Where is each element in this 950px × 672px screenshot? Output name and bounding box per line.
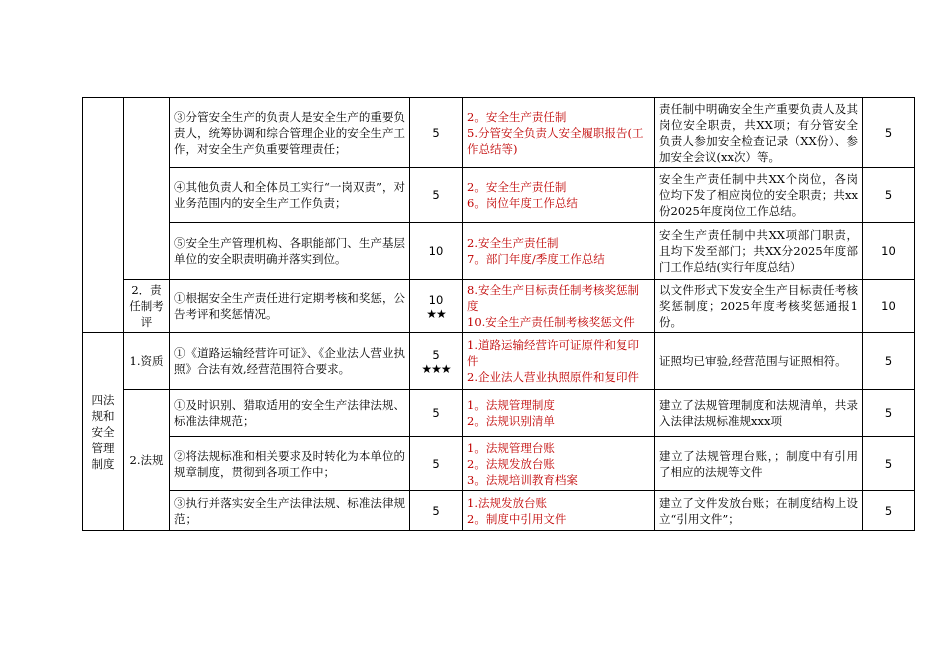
score-value: 5 — [863, 333, 915, 390]
points-cell — [410, 333, 463, 390]
table-row — [83, 437, 915, 491]
points-value: 5 — [432, 347, 440, 362]
table-row — [83, 491, 915, 531]
evidence-cell — [463, 333, 655, 390]
evidence-item: 2。法规发放台账 — [467, 456, 555, 471]
requirement-text: ①根据安全生产责任进行定期考核和奖惩，公告考评和奖惩情况。 — [170, 280, 410, 333]
result-text: 建立了法规管理台账，；制度中有引用了相应的法规等文件 — [655, 437, 863, 491]
subsection-label: 1.资质 — [124, 333, 170, 390]
subsection-cell-empty — [124, 98, 170, 280]
evidence-item: 1。法规管理台账 — [467, 440, 555, 455]
points-cell — [410, 437, 463, 491]
star-rating: ★★★ — [421, 361, 451, 376]
evidence-item: 3。法规培训教育档案 — [467, 472, 578, 487]
score-value: 5 — [863, 437, 915, 491]
result-text: 责任制中明确安全生产重要负责人及其岗位安全职责，共XX项；有分管安全负责人参加安全检查记录（XX份）、参加安全会议(xx次）等。 — [655, 98, 863, 168]
requirement-text: ①《道路运输经营许可证》、《企业法人营业执照》合法有效,经营范围符合要求。 — [170, 333, 410, 390]
requirement-text: ②将法规标准和相关要求及时转化为本单位的规章制度，贯彻到各项工作中； — [170, 437, 410, 491]
evidence-item: 1.道路运输经营许可证原件和复印件 — [467, 338, 639, 368]
score-value: 10 — [863, 223, 915, 280]
points-value: 10 — [428, 244, 444, 258]
evidence-item: 10.安全生产责任制考核奖惩文件 — [467, 315, 635, 329]
requirement-text: ④其他负责人和全体员工实行“一岗双责”，对业务范围内的安全生产工作负责； — [170, 168, 410, 223]
evidence-item: 1。法规管理制度 — [467, 398, 555, 412]
table-row — [83, 280, 915, 333]
evidence-item: 1.法规发放台账 — [467, 495, 547, 510]
evidence-item: 2.企业法人营业执照原件和复印件 — [467, 370, 639, 384]
evidence-cell — [463, 98, 655, 168]
evidence-item: 2。安全生产责任制 — [467, 109, 567, 124]
assessment-table — [82, 97, 915, 531]
points-cell — [410, 390, 463, 437]
points-cell — [410, 280, 463, 333]
table-row — [83, 333, 915, 390]
points-value: 5 — [432, 125, 440, 140]
subsection-label: 2．责任制考评 — [124, 280, 170, 333]
result-text: 安全生产责任制中共XX个岗位，各岗位均下发了相应岗位的安全职责；共xx份2025年度岗位工作总结。 — [655, 168, 863, 223]
result-text: 证照均已审验,经营范围与证照相符。 — [655, 333, 863, 390]
subsection-label: 2.法规 — [124, 390, 170, 531]
evidence-cell — [463, 223, 655, 280]
evidence-cell — [463, 491, 655, 531]
requirement-text: ③执行并落实安全生产法律法规、标准法律规范； — [170, 491, 410, 531]
points-cell — [410, 491, 463, 531]
score-value: 10 — [863, 280, 915, 333]
points-value: 5 — [432, 406, 440, 420]
requirement-text: ①及时识别、猎取适用的安全生产法律法规、标准法律规范； — [170, 390, 410, 437]
section-cell-empty — [83, 98, 124, 333]
evidence-cell — [463, 280, 655, 333]
result-text: 以文件形式下发安全生产目标责任考核奖惩制度；2025年度考核奖惩通报1份。 — [655, 280, 863, 333]
evidence-cell — [463, 390, 655, 437]
evidence-cell — [463, 168, 655, 223]
score-value: 5 — [863, 390, 915, 437]
points-value: 5 — [432, 503, 440, 518]
points-value: 10 — [428, 292, 444, 307]
evidence-item: 6。岗位年度工作总结 — [467, 196, 578, 210]
evidence-item: 8.安全生产目标责任制考核奖惩制度 — [467, 283, 639, 313]
evidence-item: 5.分管安全负责人安全履职报告(工作总结等) — [467, 125, 644, 156]
table-row — [83, 223, 915, 280]
score-value: 5 — [863, 168, 915, 223]
requirement-text: ③分管安全生产的负责人是安全生产的重要负责人，统筹协调和综合管理企业的安全生产工作，对安全生产负重要管理责任； — [170, 98, 410, 168]
points-cell — [410, 98, 463, 168]
evidence-cell — [463, 437, 655, 491]
section-label: 四法规和安全管理制度 — [83, 333, 124, 531]
points-cell — [410, 223, 463, 280]
evidence-item: 7。部门年度/季度工作总结 — [467, 252, 605, 266]
result-text: 安全生产责任制中共XX项部门职责，且均下发至部门；共XX分2025年度部门工作总结(实行年度总结） — [655, 223, 863, 280]
star-rating: ★★ — [426, 306, 446, 321]
evidence-item: 2.安全生产责任制 — [467, 236, 559, 250]
score-value: 5 — [863, 491, 915, 531]
result-text: 建立了法规管理制度和法规清单，共录入法律法规标准规xxx项 — [655, 390, 863, 437]
evidence-item: 2。制度中引用文件 — [467, 511, 567, 526]
requirement-text: ⑤安全生产管理机构、各职能部门、生产基层单位的安全职责明确并落实到位。 — [170, 223, 410, 280]
table-row — [83, 98, 915, 168]
points-value: 5 — [432, 188, 440, 202]
score-value: 5 — [863, 98, 915, 168]
evidence-item: 2。法规识别清单 — [467, 414, 555, 428]
points-value: 5 — [432, 456, 440, 471]
table-row — [83, 168, 915, 223]
table-row — [83, 390, 915, 437]
result-text: 建立了文件发放台账；在制度结构上设立“引用文件”； — [655, 491, 863, 531]
points-cell — [410, 168, 463, 223]
evidence-item: 2。安全生产责任制 — [467, 180, 567, 194]
